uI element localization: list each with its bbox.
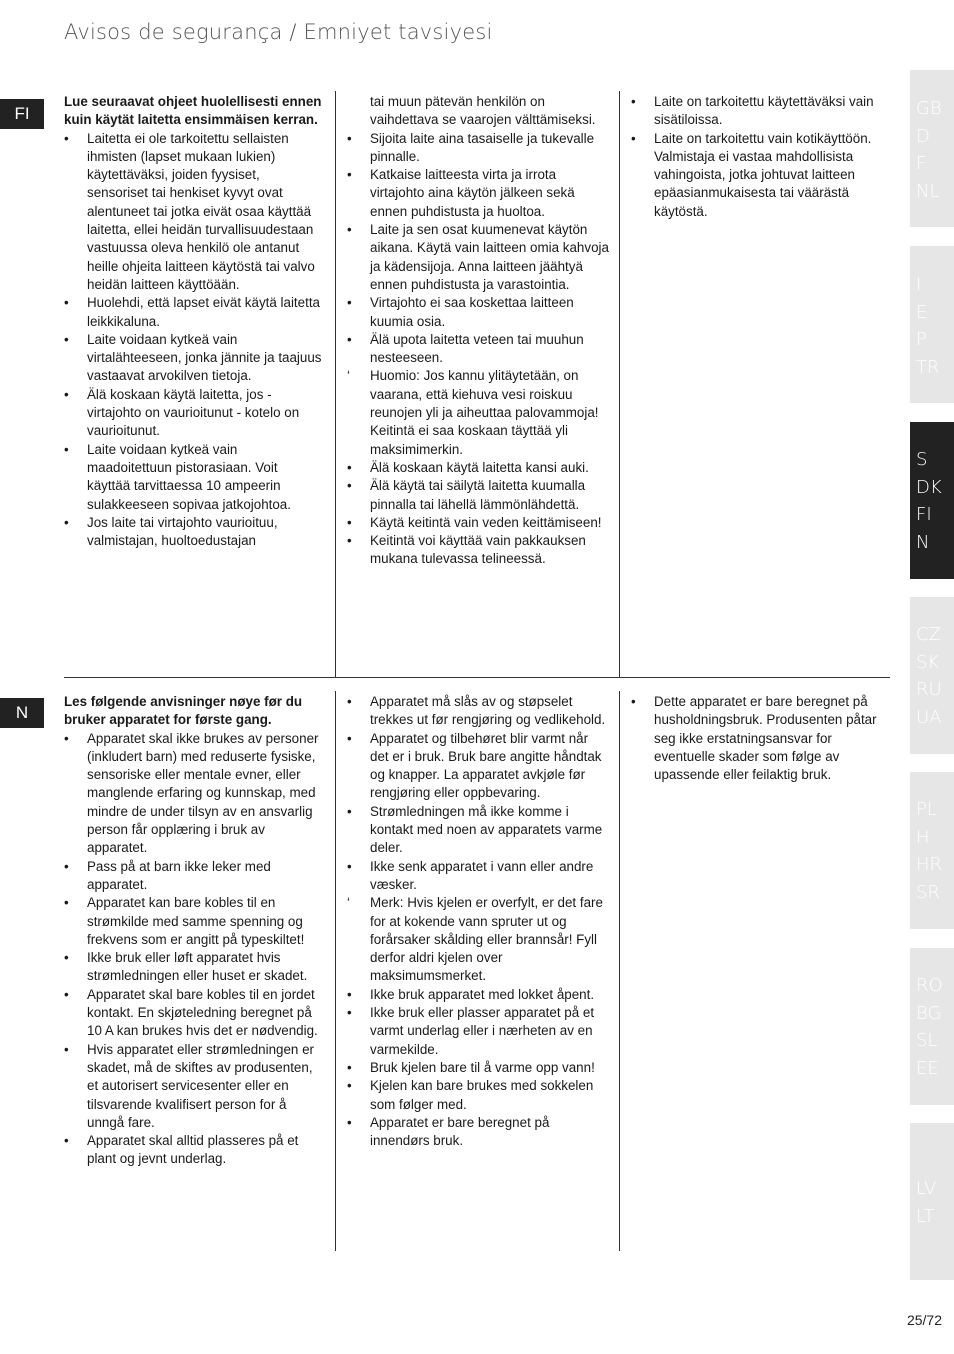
list-item: • Käytä keitintä vain veden keittämiseen!: [347, 514, 609, 532]
list-item: • Ikke senk apparatet i vann eller andre væsker.: [347, 858, 609, 895]
list-item: • Huolehdi, että lapset eivät käytä laitetta leikkikaluna.: [64, 294, 322, 331]
tab-code: DK: [916, 476, 942, 498]
list-item: • Dette apparatet er bare beregnet på husholdningsbruk. Produsenten påtar seg ikke erstatningsansvar for eventuelle skader som følge av upassende eller feilaktig bruk.: [631, 693, 891, 784]
column-divider: [619, 91, 620, 678]
tab-code: FI: [916, 504, 932, 525]
list-item: • Bruk kjelen bare til å varme opp vann!: [347, 1059, 609, 1077]
tab-code: S: [916, 449, 928, 470]
tab-code: SK: [916, 651, 940, 673]
tab-code: SL: [916, 1030, 938, 1051]
n-intro: Les følgende anvisninger nøye før du bruker apparatet for første gang.: [64, 694, 303, 728]
list-item: • Jos laite tai virtajohto vaurioituu, valmistajan, huoltoedustajan: [64, 514, 322, 551]
list-item: • Laite voidaan kytkeä vain virtalähteeseen, jonka jännite ja taajuus vastaavat arvokilven tietoja.: [64, 331, 322, 386]
list-item: • Älä käytä tai säilytä laitetta kuumalla pinnalla tai lähellä lämmönlähdettä.: [347, 477, 609, 514]
list-item: • Älä koskaan käytä laitetta kansi auki.: [347, 459, 609, 477]
tab-code: EE: [916, 1057, 939, 1079]
list-item: • Ikke bruk eller løft apparatet hvis strømledningen eller huset er skadet.: [64, 949, 322, 986]
side-tab-s-dk-fi-n[interactable]: [910, 422, 954, 579]
column-divider: [335, 691, 336, 1251]
language-tag-fi: FI: [0, 99, 44, 129]
list-item: • Pass på at barn ikke leker med apparatet.: [64, 858, 322, 895]
side-tab-pl-h-hr-sr[interactable]: [910, 772, 954, 929]
fi-column-1: [64, 93, 322, 550]
tab-code: SR: [916, 881, 940, 903]
tab-code: P: [916, 329, 927, 350]
list-item-continuation: tai muun pätevän henkilön on vaihdettava se vaarojen välttämiseksi.: [370, 94, 596, 128]
list-item: • Apparatet skal bare kobles til en jordet kontakt. En skjøteledning beregnet på 10 A kan brukes hvis det er nødvendig.: [64, 986, 322, 1041]
list-item: • Apparatet må slås av og støpselet trekkes ut før rengjøring og vedlikehold.: [347, 693, 609, 730]
fi-column-2: [347, 93, 609, 569]
column-divider: [335, 91, 336, 678]
list-item: • Apparatet skal alltid plasseres på et plant og jevnt underlag.: [64, 1132, 322, 1169]
tab-code: RO: [916, 975, 943, 996]
fi-list-1: [64, 130, 322, 551]
list-item: • Virtajohto ei saa koskettaa laitteen kuumia osia.: [347, 294, 609, 331]
tab-code: N: [916, 531, 930, 553]
fi-list-2: [347, 93, 609, 569]
note-item: ‘ Merk: Hvis kjelen er overfylt, er det fare for at kokende vann spruter ut og forårsaker skålding eller brannsår! Fyll derfor aldri kjelen over maksimumsmerket.: [347, 894, 609, 985]
tab-code: BG: [916, 1002, 942, 1024]
list-item: • Apparatet er bare beregnet på innendørs bruk.: [347, 1114, 609, 1151]
list-item: • Älä upota laitetta veteen tai muuhun nesteeseen.: [347, 331, 609, 368]
list-item: • Strømledningen må ikke komme i kontakt med noen av apparatets varme deler.: [347, 803, 609, 858]
tab-code: D: [916, 125, 930, 147]
n-column-2: [347, 693, 609, 1150]
list-item: • Ikke bruk eller plasser apparatet på et varmt underlag eller i nærheten av en varmekilde.: [347, 1004, 609, 1059]
tab-code: NL: [916, 180, 940, 202]
tab-code: F: [916, 153, 927, 174]
tab-code: HR: [916, 854, 943, 875]
side-tab-lv-lt[interactable]: [910, 1123, 954, 1280]
side-tab-gb-d-f-nl[interactable]: [910, 70, 954, 227]
list-item: • Ikke bruk apparatet med lokket åpent.: [347, 986, 609, 1004]
tab-code: I: [916, 274, 922, 295]
list-item: • Hvis apparatet eller strømledningen er skadet, må de skiftes av produsenten, et autorisert servicesenter eller en tilsvarende kvalifisert person for å unngå fare.: [64, 1041, 322, 1132]
n-list-2: [347, 693, 609, 1150]
column-divider: [619, 691, 620, 1251]
n-column-1: [64, 693, 322, 1169]
tab-code: PL: [916, 799, 937, 820]
side-tab-cz-sk-ru-ua[interactable]: [910, 597, 954, 754]
tab-code: E: [916, 301, 928, 323]
list-item: • Laite on tarkoitettu vain kotikäyttöön. Valmistaja ei vastaa mahdollisista vahingoista, jotka johtuvat laitteen epäasianmukaisesta tai väärästä käytöstä.: [631, 130, 891, 221]
list-item: • Apparatet skal ikke brukes av personer (inkludert barn) med reduserte fysiske, sensoriske eller mentale evner, eller manglende erfaring og kunnskap, med mindre de under tilsyn av en ansvarlig person får opplæring i bruk av apparatet.: [64, 730, 322, 858]
list-item: • Laite voidaan kytkeä vain maadoitettuun pistorasiaan. Voit käyttää tarvittaessa 10 ampeerin sulakkeeseen sopivaa jatkojohtoa.: [64, 441, 322, 514]
n-list-3: [631, 693, 891, 784]
list-item: • Laite ja sen osat kuumenevat käytön aikana. Käytä vain laitteen omia kahvoja ja kädensijoja. Anna laitteen jäähtyä ennen puhdistusta ja varastointia.: [347, 221, 609, 294]
list-item: • Sijoita laite aina tasaiselle ja tukevalle pinnalle.: [347, 130, 609, 167]
list-item: • Kjelen kan bare brukes med sokkelen som følger med.: [347, 1077, 609, 1114]
list-item: • Apparatet og tilbehøret blir varmt når det er i bruk. Bruk bare angitte håndtak og knapper. La apparatet avkjøle før rengjøring eller oppbevaring.: [347, 730, 609, 803]
fi-column-3: [631, 93, 891, 221]
tab-code: LT: [916, 1205, 935, 1227]
section-divider: [64, 677, 890, 678]
page-title: Avisos de segurança / Emniyet tavsiyesi: [64, 20, 493, 44]
tab-code: H: [916, 826, 930, 848]
tab-code: TR: [916, 356, 940, 378]
n-list-1: [64, 730, 322, 1169]
fi-intro: Lue seuraavat ohjeet huolellisesti ennen kuin käytät laitetta ensimmäisen kerran.: [64, 94, 322, 128]
list-item: • Katkaise laitteesta virta ja irrota virtajohto aina käytön jälkeen sekä ennen puhdistusta ja huoltoa.: [347, 166, 609, 221]
side-tab-ro-bg-sl-ee[interactable]: [910, 948, 954, 1105]
list-item: • Apparatet kan bare kobles til en strømkilde med samme spenning og frekvens som er angitt på typeskiltet!: [64, 894, 322, 949]
tab-code: LV: [916, 1178, 937, 1199]
list-item: • Laite on tarkoitettu käytettäväksi vain sisätiloissa.: [631, 93, 891, 130]
fi-list-3: [631, 93, 891, 221]
tab-code: GB: [916, 98, 942, 119]
list-item: • Älä koskaan käytä laitetta, jos - virtajohto on vaurioitunut - kotelo on vaurioitunut.: [64, 386, 322, 441]
note-item: ‘ Huomio: Jos kannu ylitäytetään, on vaarana, että kiehuva vesi roiskuu reunojen yli ja aiheuttaa palovammoja! Keitintä ei saa koskaan täyttää yli maksimimerkin.: [347, 367, 609, 458]
side-tab-i-e-p-tr[interactable]: [910, 246, 954, 403]
tab-code: RU: [916, 679, 942, 700]
page-number: 25/72: [906, 1312, 942, 1328]
list-item: • Keitintä voi käyttää vain pakkauksen mukana tulevassa telineessä.: [347, 532, 609, 569]
tab-code: CZ: [916, 624, 941, 645]
language-tag-n: N: [0, 698, 44, 728]
n-column-3: [631, 693, 891, 784]
tab-code: UA: [916, 706, 942, 728]
list-item: • Laitetta ei ole tarkoitettu sellaisten ihmisten (lapset mukaan lukien) käytettäväksi, joiden fyysiset, sensoriset tai henkiset kyvyt ovat alentuneet tai jotka eivät osaa käyttää laitetta, ellei heidän turvallisuudestaan vastuussa oleva henkilö ole antanut heille ohjeita laitteen käytöstä tai valvo heidän laitteen käyttöään.: [64, 130, 322, 295]
